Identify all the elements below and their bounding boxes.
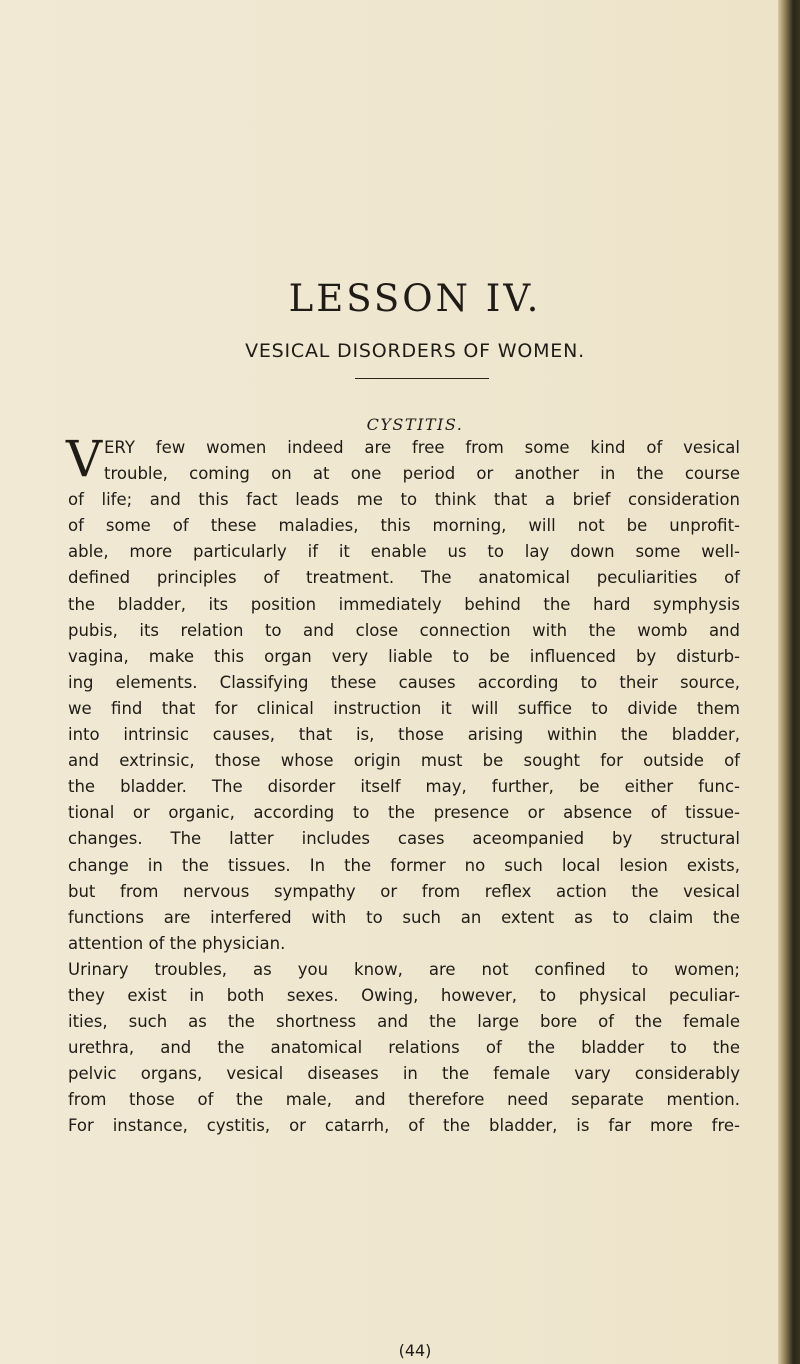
text-line: functions are interfered with to such an extent as to claim the xyxy=(68,907,740,927)
text-line: urethra, and the anatomical relations of the bladder to the xyxy=(68,1038,740,1058)
text-line: pelvic organs, vesical diseases in the female vary considerably xyxy=(68,1064,740,1084)
text-line: of some of these maladies, this morning, will not be unprofit- xyxy=(68,516,740,536)
text-line: they exist in both sexes. Owing, however, to physical peculiar- xyxy=(68,985,740,1005)
text-line: ities, such as the shortness and the large bore of the female xyxy=(68,1012,740,1032)
text-line: and extrinsic, those whose origin must be sought for outside of xyxy=(68,751,740,771)
text-line: the bladder. The disorder itself may, further, be either func- xyxy=(68,777,740,797)
text-line: defined principles of treatment. The anatomical peculiarities of xyxy=(68,568,740,588)
page-edge-shadow xyxy=(778,0,800,1364)
section-heading: CYSTITIS. xyxy=(366,415,464,434)
body-text xyxy=(66,430,740,1140)
chapter-subtitle: VESICAL DISORDERS OF WOMEN. xyxy=(245,340,585,362)
text-line: the bladder, its position immediately behind the hard symphysis xyxy=(68,594,740,614)
text-line: able, more particularly if it enable us to lay down some well- xyxy=(68,542,740,562)
page-number: (44) xyxy=(398,1341,432,1360)
lesson-title: LESSON IV. xyxy=(288,277,542,320)
text-line: we find that for clinical instruction it will suffice to divide them xyxy=(68,698,740,718)
text-line: from those of the male, and therefore need separate mention. xyxy=(68,1090,740,1110)
text-line: ing elements. Classifying these causes according to their source, xyxy=(68,672,740,692)
text-line: trouble, coming on at one period or another in the course xyxy=(104,464,740,484)
text-line: ERY few women indeed are free from some kind of vesical xyxy=(104,438,740,457)
text-line: Urinary troubles, as you know, are not confined to women; xyxy=(68,959,740,979)
text-line: of life; and this fact leads me to think that a brief consideration xyxy=(68,490,740,510)
text-line: tional or organic, according to the presence or absence of tissue- xyxy=(68,803,740,823)
text-line: pubis, its relation to and close connection with the womb and xyxy=(68,620,740,640)
title-divider xyxy=(355,378,489,379)
text-line: change in the tissues. In the former no such local lesion exists, xyxy=(68,855,740,875)
text-line: attention of the physician. xyxy=(68,933,286,953)
text-line: but from nervous sympathy or from reflex action the vesical xyxy=(68,881,740,901)
text-line: into intrinsic causes, that is, those arising within the bladder, xyxy=(68,725,740,745)
text-line: vagina, make this organ very liable to be influenced by disturb- xyxy=(68,646,740,666)
text-line: For instance, cystitis, or catarrh, of the bladder, is far more fre- xyxy=(68,1116,740,1136)
text-line: changes. The latter includes cases aceompanied by structural xyxy=(68,829,740,849)
drop-cap: V xyxy=(66,430,103,488)
